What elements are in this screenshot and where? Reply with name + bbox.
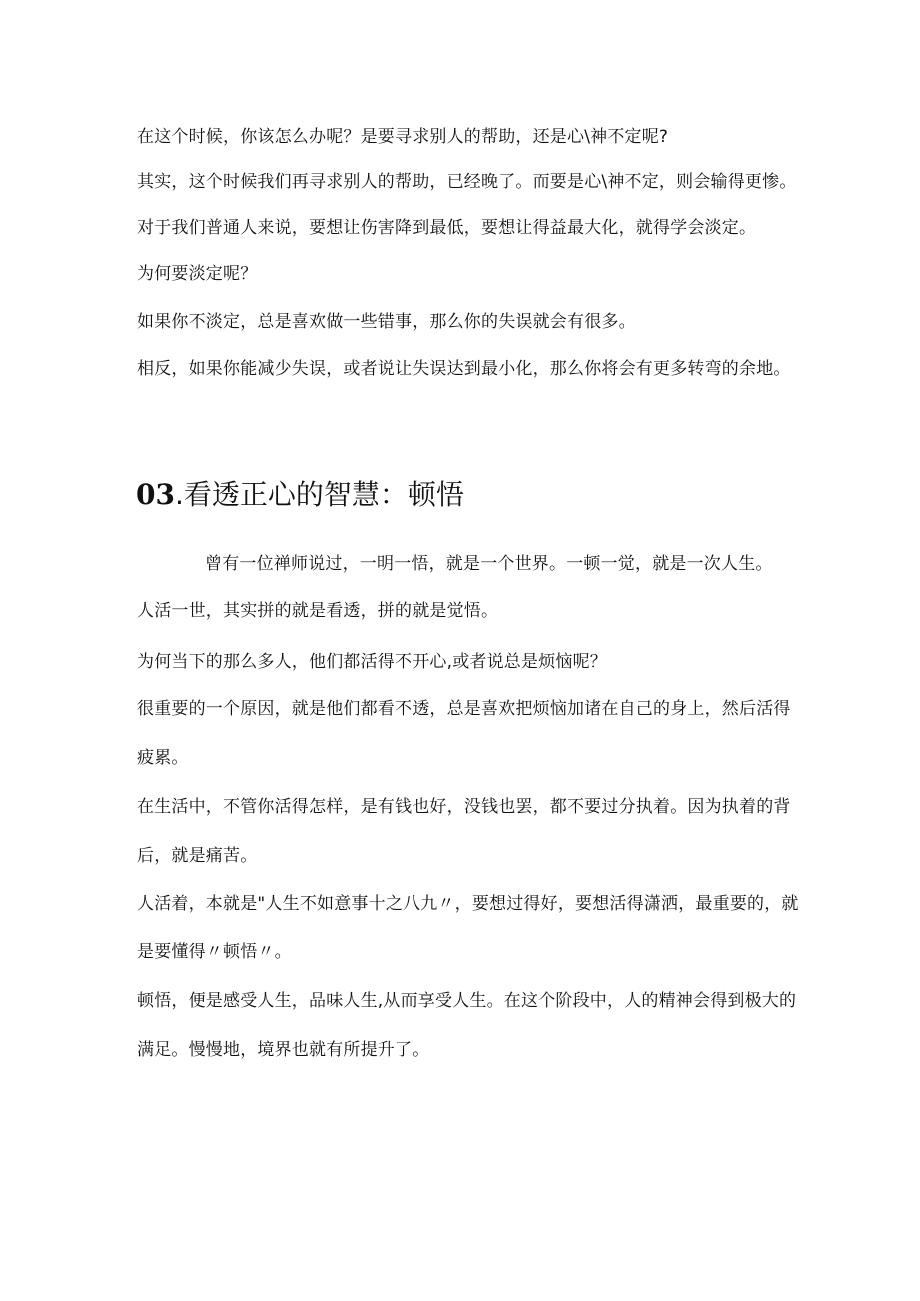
paragraph: 为何当下的那么多人，他们都活得不开心,或者说总是烦恼呢？ (137, 652, 608, 672)
paragraph: 为何要淡定呢？ (137, 264, 258, 284)
paragraph: 相反，如果你能减少失误，或者说让失误达到最小化，那么你将会有更多转弯的余地。 (137, 359, 791, 379)
paragraph: 很重要的一个原因，就是他们都看不透，总是喜欢把烦恼加诸在自己的身上，然后活得 (137, 699, 791, 719)
paragraph: 在生活中，不管你活得怎样，是有钱也好，没钱也罢，都不要过分执着。因为执着的背 (137, 797, 791, 817)
paragraph: 顿悟，便是感受人生，品味人生,从而享受人生。在这个阶段中，人的精神会得到极大的 (137, 991, 797, 1011)
paragraph-continuation: 满足。慢慢地，境界也就有所提升了。 (137, 1040, 430, 1060)
paragraph: 人活着，本就是"人生不如意事十之八九〃，要想过得好，要想活得潇洒，最重要的，就 (137, 894, 799, 914)
paragraph: 人活一世，其实拼的就是看透，拼的就是觉悟。 (137, 601, 499, 621)
paragraph: 曾有一位禅师说过，一明一悟，就是一个世界。一顿一觉，就是一次人生。 (205, 554, 773, 574)
paragraph: 如果你不淡定，总是喜欢做一些错事，那么你的失误就会有很多。 (137, 312, 636, 332)
section-number: 03 (136, 478, 175, 511)
paragraph-continuation: 是要懂得〃顿悟〃。 (137, 942, 292, 962)
paragraph: 在这个时候，你该怎么办呢？是要寻求别人的帮助，还是心\神不定呢? (137, 127, 669, 147)
paragraph: 对于我们普通人来说，要想让伤害降到最低，要想让得益最大化，就得学会淡定。 (137, 218, 757, 238)
paragraph-continuation: 疲累。 (137, 748, 189, 768)
section-heading (136, 476, 464, 514)
paragraph: 其实，这个时候我们再寻求别人的帮助，已经晚了。而要是心\神不定，则会输得更惨。 (137, 172, 797, 192)
paragraph-continuation: 后，就是痛苦。 (137, 846, 258, 866)
section-title: .看透正心的智慧：顿悟 (174, 478, 464, 511)
